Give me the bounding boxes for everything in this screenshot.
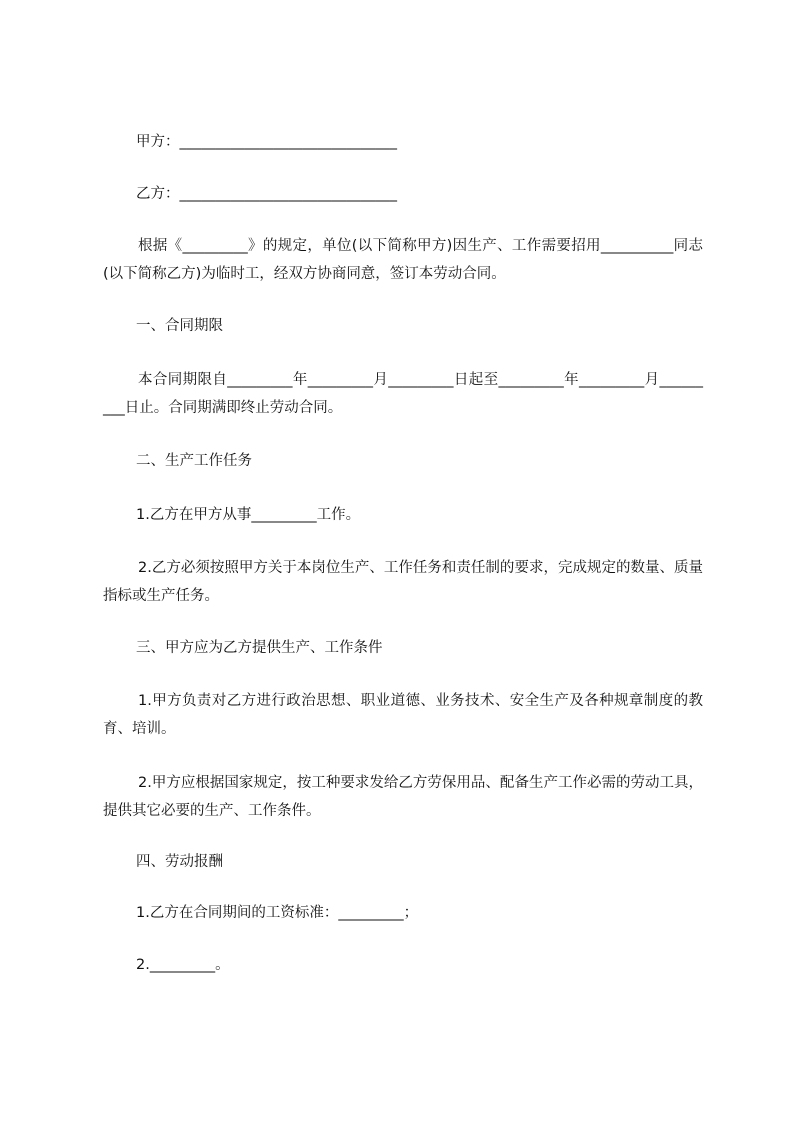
section3-item1: 1.甲方负责对乙方进行政治思想、职业道德、业务技术、安全生产及各种规章制度的教育、培训。 xyxy=(103,693,703,737)
section2-item2: 2.乙方必须按照甲方关于本岗位生产、工作任务和责任制的要求，完成规定的数量、质量指标或生产任务。 xyxy=(103,560,703,604)
intro-paragraph: 根据《_________》的规定，单位(以下简称甲方)因生产、工作需要招用__________同志(以下简称乙方)为临时工，经双方协商同意，签订本劳动合同。 xyxy=(103,238,703,282)
section4-title: 四、劳动报酬 xyxy=(136,854,223,870)
section1-text: 本合同期限自_________年_________月_________日起至_________年_________月_________日止。合同期满即终止劳动合同。 xyxy=(103,372,703,416)
section2-title: 二、生产工作任务 xyxy=(136,453,252,469)
section3-item2: 2.甲方应根据国家规定，按工种要求发给乙方劳保用品、配备生产工作必需的劳动工具，提供其它必要的生产、工作条件。 xyxy=(103,775,703,819)
party-a-line: 甲方：______________________________ xyxy=(136,134,397,150)
party-b-line: 乙方：______________________________ xyxy=(136,186,397,202)
section1-title: 一、合同期限 xyxy=(136,318,223,334)
section3-title: 三、甲方应为乙方提供生产、工作条件 xyxy=(136,640,383,656)
section4-item2: 2._________。 xyxy=(136,957,230,973)
section4-item1: 1.乙方在合同期间的工资标准：_________； xyxy=(136,905,419,921)
section2-item1: 1.乙方在甲方从事_________工作。 xyxy=(136,507,361,523)
